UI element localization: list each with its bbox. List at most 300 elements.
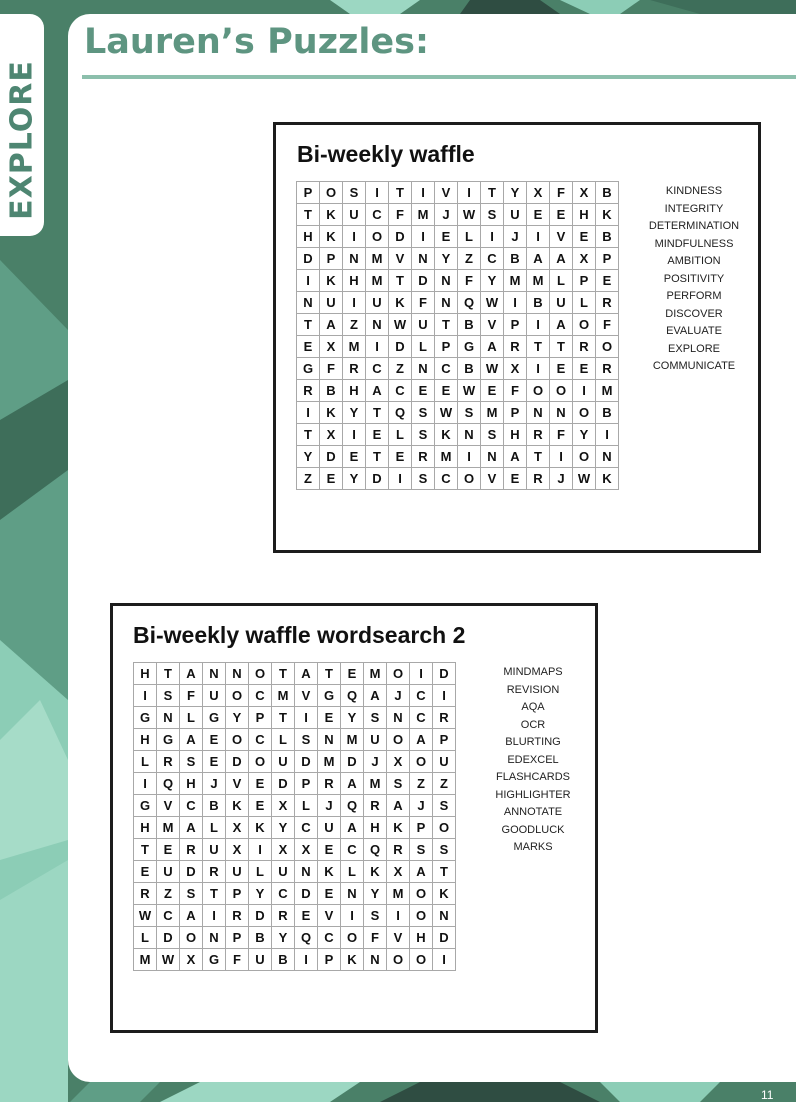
grid-cell: I	[387, 905, 410, 927]
grid-cell: K	[249, 817, 272, 839]
grid-cell: A	[341, 773, 364, 795]
grid-cell: K	[320, 270, 343, 292]
grid-cell: I	[366, 336, 389, 358]
grid-cell: C	[249, 729, 272, 751]
grid-cell: D	[297, 248, 320, 270]
grid-cell: X	[573, 248, 596, 270]
grid-cell: U	[433, 751, 456, 773]
grid-cell: I	[527, 226, 550, 248]
grid-cell: I	[389, 468, 412, 490]
grid-cell: I	[458, 446, 481, 468]
grid-cell: F	[320, 358, 343, 380]
grid-cell: R	[272, 905, 295, 927]
grid-cell: L	[203, 817, 226, 839]
grid-cell: I	[458, 182, 481, 204]
grid-cell: C	[366, 358, 389, 380]
word-list-item: ANNOTATE	[503, 806, 563, 818]
grid-cell: S	[180, 883, 203, 905]
grid-cell: I	[366, 182, 389, 204]
grid-cell: E	[389, 446, 412, 468]
grid-cell: J	[318, 795, 341, 817]
grid-row	[134, 949, 456, 971]
grid-cell: U	[343, 204, 366, 226]
grid-cell: T	[297, 424, 320, 446]
grid-cell: S	[481, 204, 504, 226]
grid-cell: A	[504, 446, 527, 468]
word-list-item: PERFORM	[666, 290, 722, 302]
grid-cell: J	[364, 751, 387, 773]
grid-cell: M	[343, 336, 366, 358]
grid-cell: I	[343, 226, 366, 248]
grid-cell: O	[249, 751, 272, 773]
grid-cell: O	[550, 380, 573, 402]
grid-cell: P	[410, 817, 433, 839]
grid-cell: E	[481, 380, 504, 402]
grid-row	[134, 773, 456, 795]
grid-cell: D	[226, 751, 249, 773]
grid-cell: D	[320, 446, 343, 468]
grid-cell: Z	[389, 358, 412, 380]
grid-cell: O	[226, 685, 249, 707]
grid-row	[297, 402, 619, 424]
grid-cell: X	[504, 358, 527, 380]
grid-cell: E	[249, 795, 272, 817]
grid-cell: N	[458, 424, 481, 446]
grid-cell: E	[435, 380, 458, 402]
grid-cell: E	[318, 839, 341, 861]
grid-cell: H	[134, 817, 157, 839]
grid-cell: N	[596, 446, 619, 468]
grid-cell: I	[412, 226, 435, 248]
grid-cell: U	[550, 292, 573, 314]
grid-row	[134, 795, 456, 817]
grid-cell: O	[527, 380, 550, 402]
grid-cell: N	[203, 663, 226, 685]
grid-cell: F	[412, 292, 435, 314]
grid-cell: Y	[343, 402, 366, 424]
grid-cell: T	[157, 663, 180, 685]
grid-cell: T	[527, 336, 550, 358]
grid-cell: L	[341, 861, 364, 883]
grid-cell: T	[297, 204, 320, 226]
grid-cell: U	[272, 861, 295, 883]
grid-row	[134, 685, 456, 707]
grid-row	[134, 839, 456, 861]
grid-row	[134, 861, 456, 883]
grid-cell: P	[297, 182, 320, 204]
grid-cell: B	[320, 380, 343, 402]
grid-cell: X	[573, 182, 596, 204]
grid-cell: N	[527, 402, 550, 424]
grid-cell: D	[295, 883, 318, 905]
grid-cell: E	[297, 336, 320, 358]
grid-cell: J	[550, 468, 573, 490]
puzzle-2-letter-grid	[133, 662, 456, 971]
grid-cell: N	[412, 248, 435, 270]
grid-cell: Y	[272, 927, 295, 949]
grid-cell: S	[364, 707, 387, 729]
grid-cell: V	[389, 248, 412, 270]
explore-tab-label: EXPLORE	[4, 60, 40, 220]
grid-cell: K	[320, 204, 343, 226]
word-list-item: MARKS	[513, 841, 553, 853]
grid-cell: N	[481, 446, 504, 468]
grid-cell: H	[343, 380, 366, 402]
grid-cell: L	[295, 795, 318, 817]
grid-cell: F	[550, 182, 573, 204]
grid-cell: O	[573, 402, 596, 424]
grid-cell: L	[134, 927, 157, 949]
grid-cell: I	[481, 226, 504, 248]
grid-cell: N	[366, 314, 389, 336]
grid-cell: P	[573, 270, 596, 292]
grid-cell: Q	[157, 773, 180, 795]
grid-cell: X	[272, 795, 295, 817]
grid-cell: R	[412, 446, 435, 468]
grid-row	[134, 905, 456, 927]
grid-cell: T	[433, 861, 456, 883]
grid-cell: T	[389, 270, 412, 292]
grid-cell: E	[366, 424, 389, 446]
grid-cell: D	[341, 751, 364, 773]
word-list-item: DISCOVER	[665, 307, 723, 320]
grid-cell: F	[458, 270, 481, 292]
grid-cell: S	[410, 839, 433, 861]
grid-cell: E	[320, 468, 343, 490]
grid-cell: Q	[364, 839, 387, 861]
grid-cell: V	[295, 685, 318, 707]
grid-cell: O	[410, 905, 433, 927]
grid-cell: I	[134, 685, 157, 707]
grid-cell: M	[366, 270, 389, 292]
grid-row	[297, 446, 619, 468]
grid-cell: P	[226, 883, 249, 905]
grid-cell: H	[134, 729, 157, 751]
grid-cell: D	[433, 663, 456, 685]
grid-cell: P	[504, 314, 527, 336]
grid-cell: U	[249, 949, 272, 971]
grid-cell: W	[435, 402, 458, 424]
grid-cell: R	[596, 358, 619, 380]
grid-cell: U	[203, 685, 226, 707]
grid-row	[134, 883, 456, 905]
grid-row	[297, 182, 619, 204]
grid-cell: D	[272, 773, 295, 795]
grid-cell: O	[320, 182, 343, 204]
grid-cell: A	[180, 663, 203, 685]
grid-cell: N	[318, 729, 341, 751]
grid-cell: V	[318, 905, 341, 927]
grid-cell: S	[180, 751, 203, 773]
grid-cell: N	[435, 270, 458, 292]
grid-cell: T	[435, 314, 458, 336]
grid-cell: C	[435, 468, 458, 490]
word-list-item: POSITIVITY	[663, 272, 725, 285]
grid-cell: C	[180, 795, 203, 817]
page-title: Lauren’s Puzzles:	[84, 22, 429, 62]
grid-row	[297, 270, 619, 292]
grid-cell: R	[134, 883, 157, 905]
grid-cell: X	[295, 839, 318, 861]
grid-cell: T	[550, 336, 573, 358]
grid-cell: S	[412, 424, 435, 446]
grid-cell: V	[481, 314, 504, 336]
grid-cell: Z	[410, 773, 433, 795]
grid-cell: O	[341, 927, 364, 949]
grid-cell: U	[366, 292, 389, 314]
grid-cell: A	[180, 817, 203, 839]
grid-cell: D	[389, 226, 412, 248]
word-list-item: INTEGRITY	[664, 202, 724, 215]
word-list-item: GOODLUCK	[501, 823, 565, 836]
puzzle-1-word-list	[641, 183, 747, 376]
grid-cell: U	[320, 292, 343, 314]
grid-cell: S	[157, 685, 180, 707]
word-list-item: FLASHCARDS	[496, 771, 570, 783]
grid-row	[134, 663, 456, 685]
grid-cell: Y	[573, 424, 596, 446]
grid-cell: B	[596, 226, 619, 248]
puzzle-1-title: Bi-weekly waffle	[297, 141, 475, 167]
grid-cell: I	[295, 949, 318, 971]
grid-cell: C	[410, 707, 433, 729]
grid-cell: I	[573, 380, 596, 402]
grid-cell: A	[341, 817, 364, 839]
grid-cell: K	[320, 226, 343, 248]
grid-cell: M	[504, 270, 527, 292]
grid-cell: K	[320, 402, 343, 424]
grid-cell: E	[435, 226, 458, 248]
grid-cell: Y	[364, 883, 387, 905]
grid-cell: O	[387, 729, 410, 751]
grid-cell: E	[341, 663, 364, 685]
grid-cell: H	[180, 773, 203, 795]
grid-cell: P	[320, 248, 343, 270]
grid-cell: W	[481, 358, 504, 380]
grid-cell: W	[573, 468, 596, 490]
grid-cell: V	[481, 468, 504, 490]
grid-cell: A	[410, 861, 433, 883]
grid-cell: X	[180, 949, 203, 971]
word-list-item: MINDFULNESS	[654, 237, 734, 250]
grid-cell: R	[297, 380, 320, 402]
grid-cell: U	[203, 839, 226, 861]
grid-cell: C	[249, 685, 272, 707]
grid-cell: B	[458, 358, 481, 380]
grid-cell: T	[297, 314, 320, 336]
word-list-item: AQA	[521, 701, 545, 713]
grid-cell: J	[410, 795, 433, 817]
wordsearch-puzzle-1	[273, 122, 761, 553]
grid-cell: K	[364, 861, 387, 883]
grid-cell: A	[364, 685, 387, 707]
grid-cell: B	[596, 182, 619, 204]
grid-cell: O	[387, 949, 410, 971]
grid-cell: H	[410, 927, 433, 949]
grid-cell: V	[157, 795, 180, 817]
grid-cell: W	[458, 380, 481, 402]
grid-cell: D	[412, 270, 435, 292]
grid-cell: L	[272, 729, 295, 751]
grid-cell: O	[433, 817, 456, 839]
grid-cell: B	[527, 292, 550, 314]
grid-cell: T	[134, 839, 157, 861]
grid-cell: I	[297, 402, 320, 424]
grid-cell: A	[180, 905, 203, 927]
grid-cell: R	[364, 795, 387, 817]
grid-cell: T	[272, 663, 295, 685]
grid-cell: H	[297, 226, 320, 248]
grid-cell: X	[226, 839, 249, 861]
grid-cell: G	[134, 707, 157, 729]
grid-cell: I	[297, 270, 320, 292]
grid-cell: W	[481, 292, 504, 314]
puzzle-2-title: Bi-weekly waffle wordsearch 2	[133, 622, 466, 648]
grid-cell: J	[435, 204, 458, 226]
grid-cell: Y	[297, 446, 320, 468]
grid-cell: O	[387, 663, 410, 685]
grid-row	[134, 817, 456, 839]
grid-cell: G	[297, 358, 320, 380]
grid-cell: E	[527, 204, 550, 226]
grid-cell: Q	[458, 292, 481, 314]
grid-cell: R	[180, 839, 203, 861]
grid-cell: A	[387, 795, 410, 817]
grid-cell: L	[180, 707, 203, 729]
grid-cell: T	[527, 446, 550, 468]
grid-cell: E	[203, 729, 226, 751]
puzzle-1-letter-grid	[296, 181, 619, 490]
word-list-item: HIGHLIGHTER	[495, 788, 571, 801]
grid-cell: B	[272, 949, 295, 971]
grid-cell: X	[320, 424, 343, 446]
grid-cell: I	[341, 905, 364, 927]
grid-cell: L	[458, 226, 481, 248]
grid-cell: S	[458, 402, 481, 424]
grid-cell: B	[596, 402, 619, 424]
grid-row	[297, 380, 619, 402]
grid-cell: X	[387, 751, 410, 773]
grid-cell: L	[550, 270, 573, 292]
grid-cell: M	[364, 663, 387, 685]
grid-row	[297, 358, 619, 380]
grid-cell: U	[412, 314, 435, 336]
grid-cell: U	[364, 729, 387, 751]
grid-cell: H	[364, 817, 387, 839]
grid-cell: I	[596, 424, 619, 446]
grid-cell: M	[366, 248, 389, 270]
grid-cell: R	[504, 336, 527, 358]
grid-cell: M	[527, 270, 550, 292]
grid-cell: I	[295, 707, 318, 729]
grid-cell: T	[389, 182, 412, 204]
grid-cell: P	[249, 707, 272, 729]
grid-cell: Y	[435, 248, 458, 270]
grid-cell: V	[550, 226, 573, 248]
grid-cell: O	[180, 927, 203, 949]
grid-cell: S	[412, 468, 435, 490]
grid-cell: Y	[481, 270, 504, 292]
grid-cell: K	[387, 817, 410, 839]
grid-cell: S	[433, 839, 456, 861]
word-list-item: EDEXCEL	[507, 753, 559, 766]
grid-cell: L	[249, 861, 272, 883]
word-list-item: DETERMINATION	[648, 220, 740, 232]
grid-cell: V	[226, 773, 249, 795]
grid-cell: N	[226, 663, 249, 685]
grid-cell: A	[527, 248, 550, 270]
grid-cell: R	[596, 292, 619, 314]
grid-cell: Z	[157, 883, 180, 905]
grid-cell: C	[435, 358, 458, 380]
grid-cell: M	[481, 402, 504, 424]
grid-cell: W	[389, 314, 412, 336]
word-list-item: EXPLORE	[668, 342, 720, 355]
grid-cell: E	[318, 883, 341, 905]
grid-cell: X	[226, 817, 249, 839]
grid-cell: R	[527, 468, 550, 490]
word-list-item: COMMUNICATE	[652, 360, 736, 372]
grid-cell: K	[389, 292, 412, 314]
grid-cell: O	[458, 468, 481, 490]
grid-cell: M	[157, 817, 180, 839]
grid-cell: X	[272, 839, 295, 861]
grid-cell: T	[366, 446, 389, 468]
grid-cell: U	[157, 861, 180, 883]
grid-cell: C	[157, 905, 180, 927]
grid-cell: I	[433, 685, 456, 707]
grid-cell: N	[550, 402, 573, 424]
grid-row	[134, 707, 456, 729]
word-list-item: REVISION	[506, 683, 560, 696]
grid-cell: B	[203, 795, 226, 817]
grid-cell: S	[433, 795, 456, 817]
grid-cell: N	[203, 927, 226, 949]
grid-cell: C	[295, 817, 318, 839]
grid-cell: K	[596, 204, 619, 226]
grid-cell: E	[573, 226, 596, 248]
grid-cell: P	[435, 336, 458, 358]
grid-cell: G	[458, 336, 481, 358]
grid-row	[297, 468, 619, 490]
grid-cell: E	[203, 751, 226, 773]
grid-cell: M	[435, 446, 458, 468]
grid-cell: K	[435, 424, 458, 446]
grid-cell: B	[504, 248, 527, 270]
grid-cell: E	[573, 358, 596, 380]
grid-cell: N	[343, 248, 366, 270]
grid-cell: O	[410, 751, 433, 773]
grid-cell: A	[550, 248, 573, 270]
grid-cell: N	[157, 707, 180, 729]
grid-cell: K	[226, 795, 249, 817]
grid-cell: N	[433, 905, 456, 927]
grid-cell: O	[573, 314, 596, 336]
grid-cell: A	[320, 314, 343, 336]
grid-cell: N	[387, 707, 410, 729]
grid-cell: N	[364, 949, 387, 971]
grid-cell: W	[134, 905, 157, 927]
grid-cell: I	[550, 446, 573, 468]
grid-cell: T	[272, 707, 295, 729]
grid-cell: B	[249, 927, 272, 949]
grid-cell: U	[272, 751, 295, 773]
grid-cell: M	[272, 685, 295, 707]
title-underline	[82, 75, 796, 79]
grid-cell: R	[527, 424, 550, 446]
grid-cell: A	[410, 729, 433, 751]
grid-cell: D	[157, 927, 180, 949]
